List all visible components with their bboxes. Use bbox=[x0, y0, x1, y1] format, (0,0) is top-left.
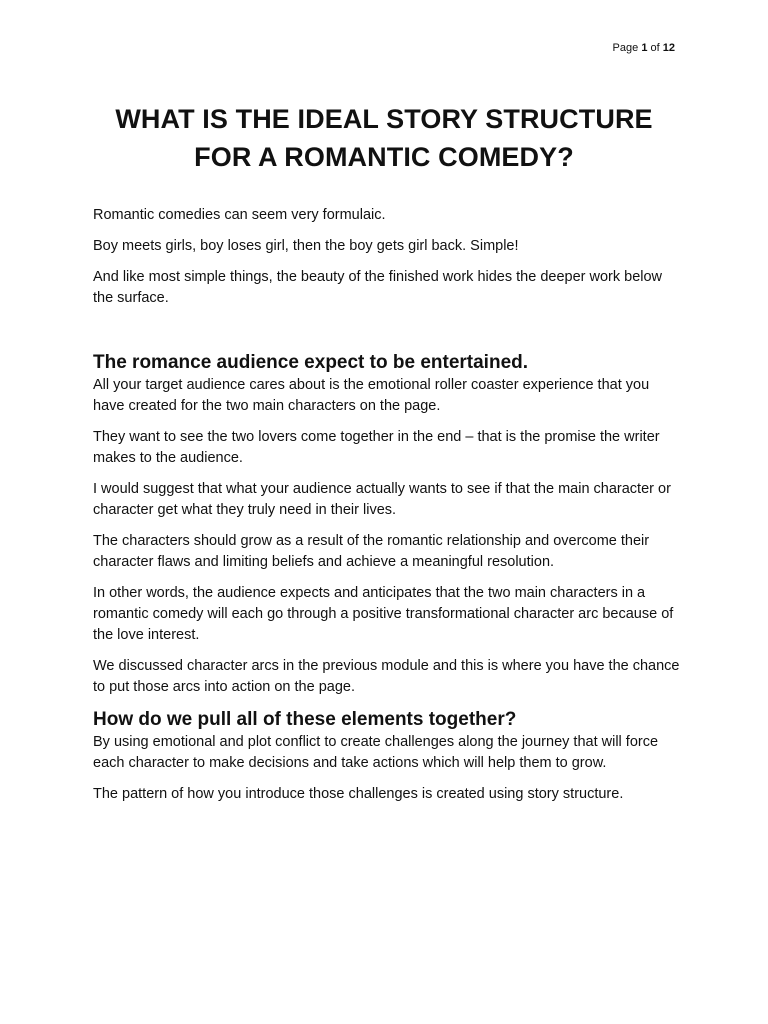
section-elements bbox=[93, 708, 683, 805]
section-heading-audience: The romance audience expect to be entertained. bbox=[93, 352, 529, 373]
document-title bbox=[80, 100, 688, 176]
intro-paragraph-2: Boy meets girls, boy loses girl, then the boy gets girl back. Simple! bbox=[93, 238, 519, 254]
section-1-paragraph-6: We discussed character arcs in the previous module and this is where you have the chance to put those arcs into action on the page. bbox=[93, 658, 680, 695]
intro-paragraph-1: Romantic comedies can seem very formulaic. bbox=[93, 207, 386, 223]
intro-paragraph-3: And like most simple things, the beauty of the finished work hides the deeper work below the surface. bbox=[93, 269, 663, 306]
page-label: Page bbox=[612, 42, 639, 54]
of-label: of bbox=[650, 42, 660, 54]
document-body bbox=[93, 205, 683, 815]
title-line-2: FOR A ROMANTIC COMEDY? bbox=[194, 142, 574, 172]
total-pages-number: 12 bbox=[662, 42, 675, 54]
section-audience bbox=[93, 351, 683, 698]
page-number-indicator bbox=[613, 42, 675, 54]
section-1-paragraph-2: They want to see the two lovers come together in the end – that is the promise the writer makes to the audience. bbox=[93, 429, 660, 466]
section-1-paragraph-3: I would suggest that what your audience actually wants to see if that the main character or character get what they truly need in their lives. bbox=[93, 481, 671, 518]
section-1-paragraph-4: The characters should grow as a result of the romantic relationship and overcome their character flaws and limiting beliefs and achieve a meaningful resolution. bbox=[93, 533, 650, 570]
section-2-paragraph-1: By using emotional and plot conflict to create challenges along the journey that will force each character to make decisions and take actions which will help them to grow. bbox=[93, 734, 659, 771]
section-1-paragraph-5: In other words, the audience expects and anticipates that the two main characters in a romantic comedy will each go through a positive transformational character arc because of the love interest. bbox=[93, 585, 674, 643]
section-2-paragraph-2: The pattern of how you introduce those challenges is created using story structure. bbox=[93, 786, 624, 802]
section-heading-elements: How do we pull all of these elements together? bbox=[93, 709, 517, 730]
intro-section bbox=[93, 205, 683, 309]
section-1-paragraph-1: All your target audience cares about is the emotional roller coaster experience that you have created for the two main characters on the page. bbox=[93, 377, 650, 414]
current-page-number: 1 bbox=[641, 42, 648, 54]
title-line-1: WHAT IS THE IDEAL STORY STRUCTURE bbox=[115, 104, 653, 134]
